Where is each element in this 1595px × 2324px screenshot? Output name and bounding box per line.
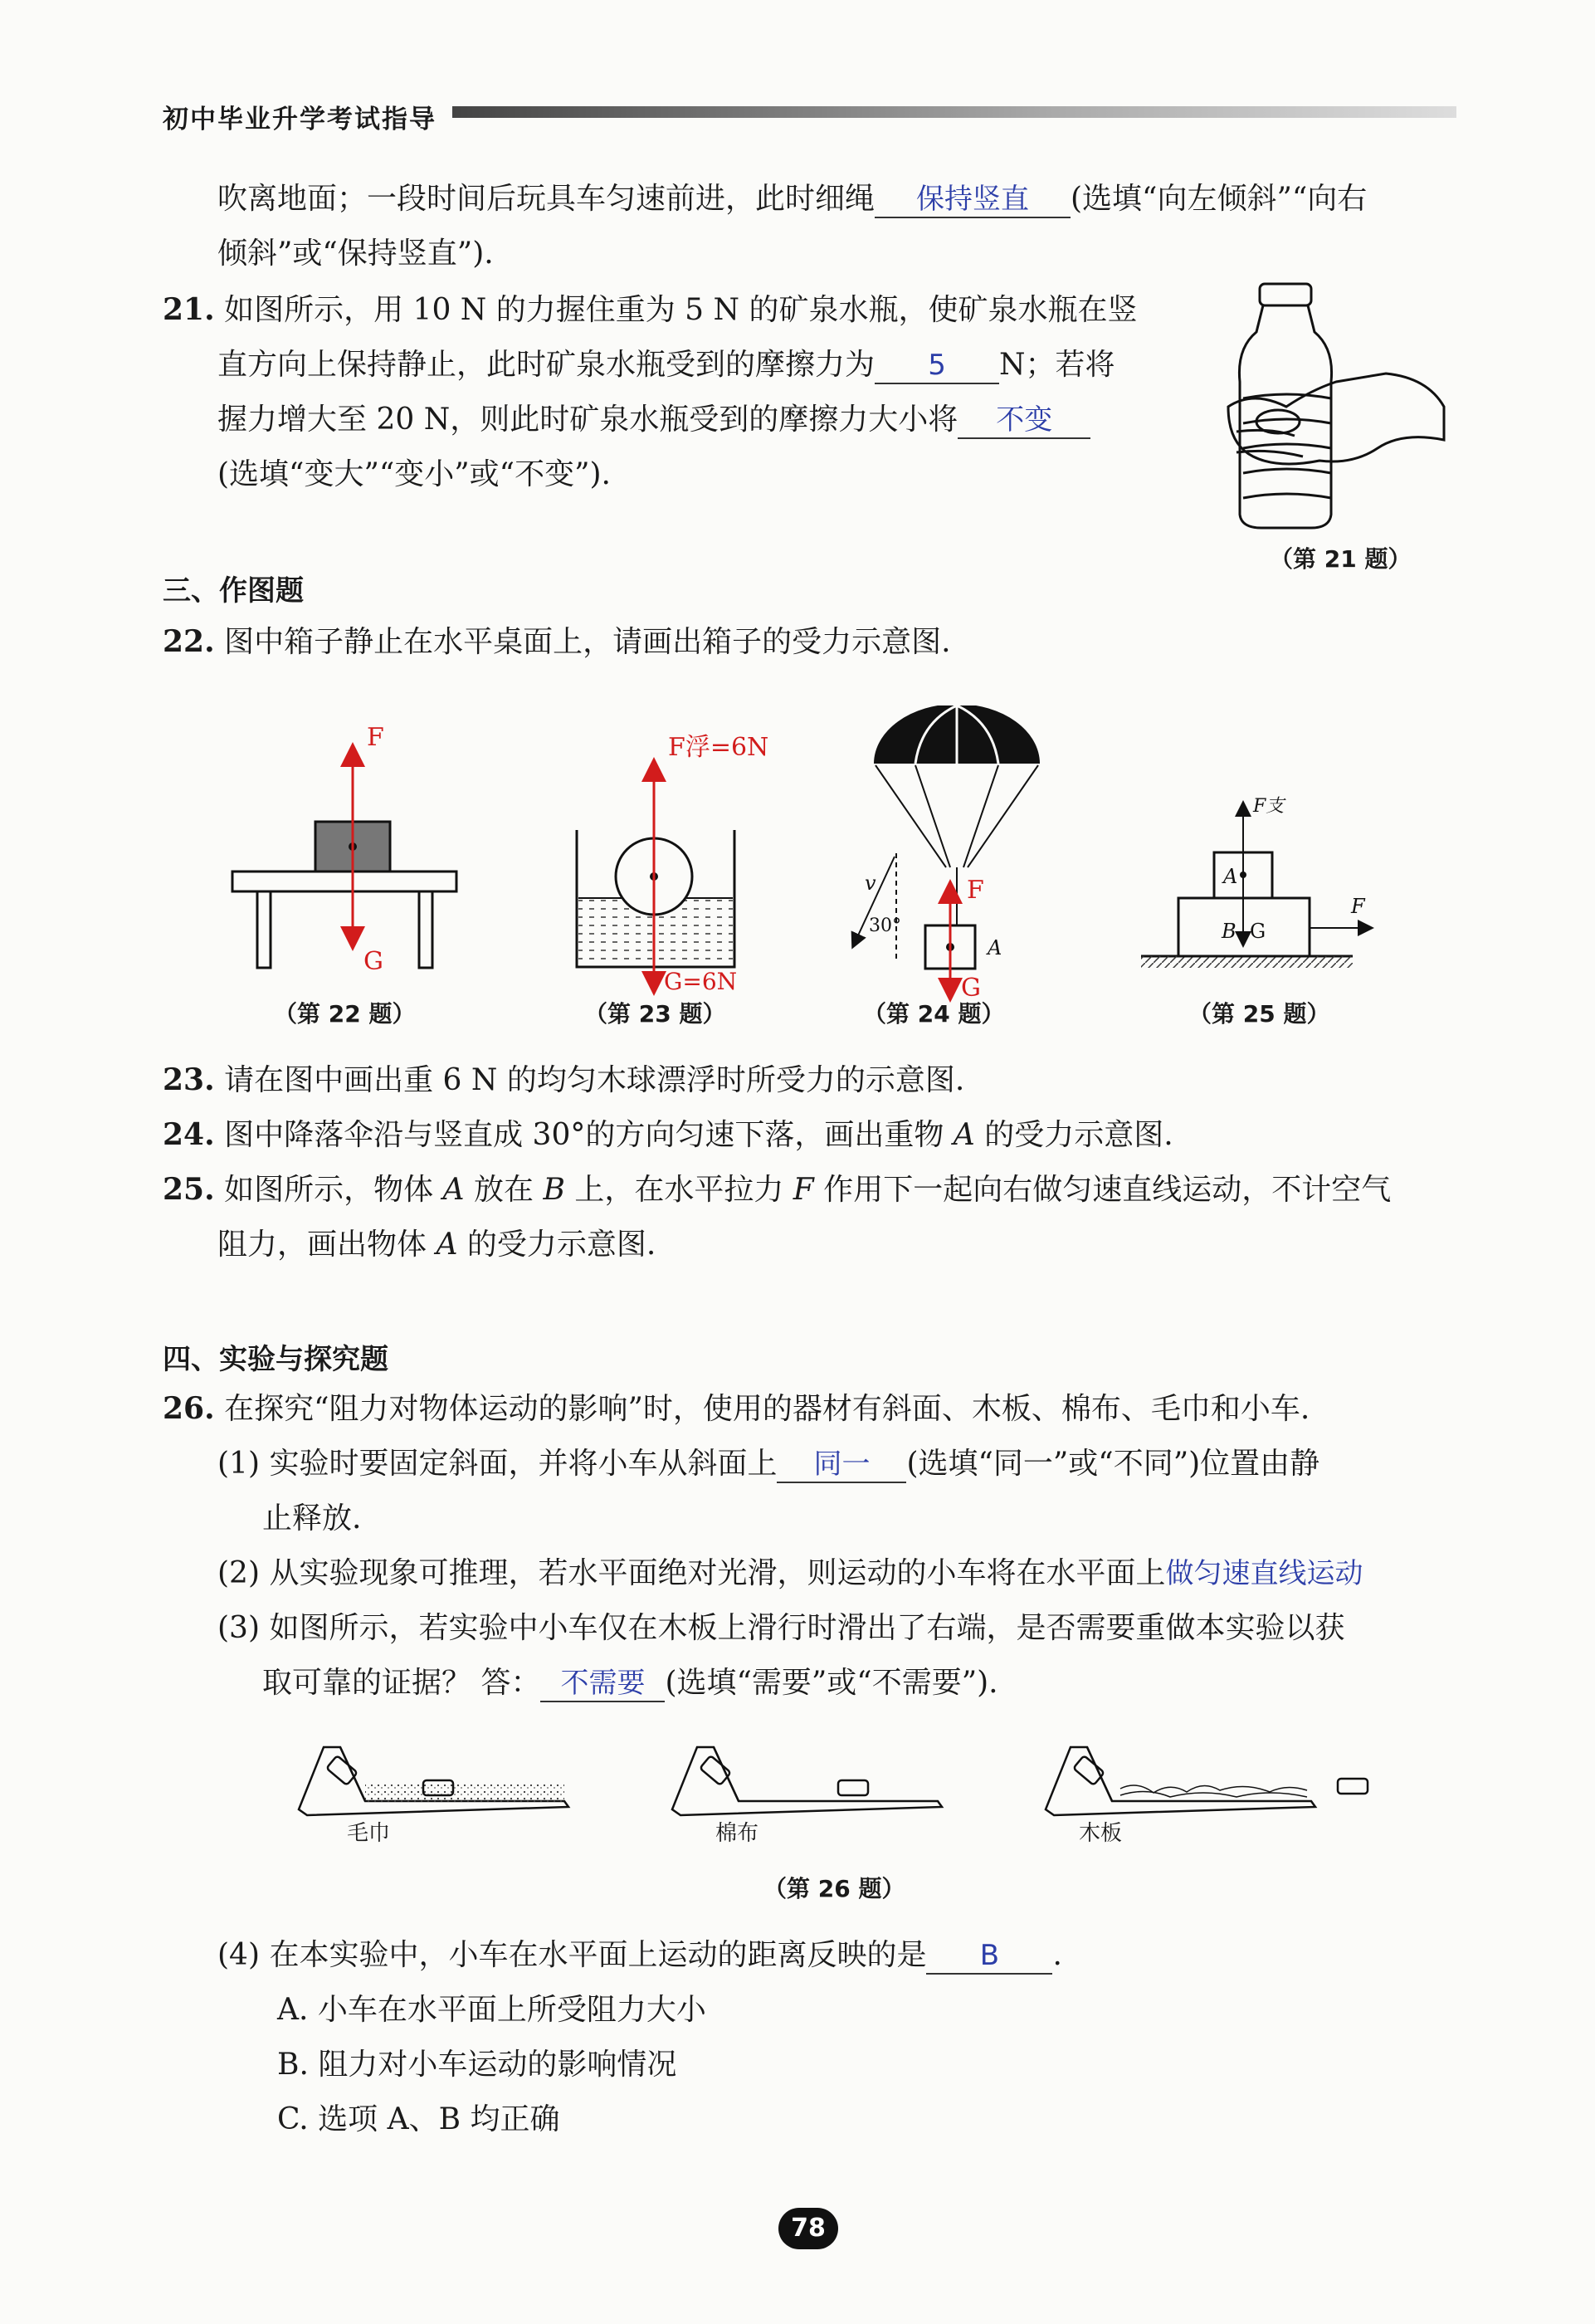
q25-var-b: B: [543, 1173, 565, 1207]
cart-icon: [1073, 1755, 1104, 1785]
q20-text-post: (选填“向左倾斜”“向右: [1071, 182, 1368, 216]
fig24-caption: （第 24 题）: [863, 1000, 1005, 1028]
fig23-label-g: G=6N: [664, 968, 738, 995]
ramp-label-board: 木板: [1079, 1821, 1123, 1846]
fig24: [853, 706, 1040, 1003]
fig25-label-fzhi: F支: [1253, 796, 1285, 817]
ramp-board: [1046, 1747, 1368, 1815]
fig23-caption: （第 23 题）: [584, 1000, 726, 1028]
fig25-caption: （第 25 题）: [1188, 1000, 1330, 1028]
q26-p1-post: (选填“同一”或“不同”)位置由静: [906, 1447, 1320, 1481]
q26-intro: [163, 1391, 1310, 1427]
fig25: [1141, 796, 1371, 968]
q26-p4: [217, 1937, 1062, 1975]
fig23: [577, 733, 768, 995]
q26-fig-caption: （第 26 题）: [763, 1875, 905, 1902]
fig22-label-f: F: [367, 723, 384, 752]
fig22: [232, 723, 456, 976]
q25-var-f: F: [793, 1173, 814, 1207]
fig23-label-f: F浮=6N: [668, 733, 769, 762]
q26-p3-pre: 取可靠的证据？ 答：: [262, 1666, 541, 1700]
q24-text-pre: 图中降落伞沿与竖直成 30°的方向匀速下落，画出重物: [224, 1118, 954, 1152]
header-title: 初中毕业升学考试指导: [163, 105, 437, 134]
fig22-caption: （第 22 题）: [274, 1000, 416, 1028]
q26-option-c: C. 选项 A、B 均正确: [277, 2102, 560, 2136]
q20-text-pre: 吹离地面；一段时间后玩具车匀速前进，此时细绳: [217, 182, 876, 216]
q26-intro-text: 在探究“阻力对物体运动的影响”时，使用的器材有斜面、木板、棉布、毛巾和小车.: [224, 1392, 1310, 1426]
q22-number: 22.: [163, 624, 215, 659]
q26-option-b: B. 阻力对小车运动的影响情况: [277, 2048, 677, 2082]
page-number: 78: [778, 2208, 838, 2249]
q26-option-a: A. 小车在水平面上所受阻力大小: [277, 1993, 706, 2027]
q26-p1-answer: 同一: [777, 1448, 906, 1483]
header-divider: [452, 106, 1456, 118]
q21-answer2: 不变: [958, 403, 1090, 439]
ramp-label-towel: 毛巾: [347, 1821, 391, 1846]
q22-line: [163, 624, 951, 660]
q26-p3-line1: (3) 如图所示，若实验中小车仅在木板上滑行时滑出了右端，是否需要重做本实验以获: [217, 1611, 1345, 1645]
fig24-label-a: A: [988, 936, 1002, 959]
fig24-label-v: v: [865, 872, 876, 895]
q25-line2: [217, 1227, 656, 1262]
cart-icon: [1338, 1779, 1368, 1794]
q20-line2: 倾斜”或“保持竖直”).: [217, 237, 494, 271]
q23-number: 23.: [163, 1062, 215, 1097]
fig25-label-b: B: [1222, 920, 1236, 943]
ramp-towel: [299, 1747, 568, 1815]
q21-number: 21.: [163, 292, 215, 327]
q26-ramps-figure: [290, 1731, 1394, 1847]
q21-text2-post: N；若将: [999, 348, 1115, 382]
fig22-label-g: G: [363, 947, 383, 976]
section3-title: 三、作图题: [163, 574, 304, 608]
figures-row: [216, 706, 1378, 1004]
q21-line3: [217, 402, 1090, 439]
q20-answer: 保持竖直: [875, 183, 1071, 218]
q21-line4: (选填“变大”“变小”或“不变”).: [217, 457, 611, 491]
ramp-cotton: [672, 1747, 942, 1815]
q26-p1-pre: (1) 实验时要固定斜面，并将小车从斜面上: [217, 1447, 778, 1481]
q25-t6: 的受力示意图.: [457, 1228, 656, 1262]
q21-caption: （第 21 题）: [1270, 545, 1412, 573]
q26-p2-pre: (2) 从实验现象可推理，若水平面绝对光滑，则运动的小车将在水平面上: [217, 1556, 1166, 1590]
q25-t1: 如图所示，物体: [224, 1173, 443, 1207]
fig25-label-g: G: [1250, 920, 1266, 943]
q21-text3-pre: 握力增大至 20 N，则此时矿泉水瓶受到的摩擦力大小将: [217, 403, 958, 437]
q21-text2-pre: 直方向上保持静止，此时矿泉水瓶受到的摩擦力为: [217, 348, 876, 382]
ramp-label-cotton: 棉布: [715, 1821, 759, 1846]
q24-text-post: 的受力示意图.: [974, 1118, 1173, 1152]
q26-p3-post: (选填“需要”或“不需要”).: [665, 1666, 998, 1700]
fig24-label-g: G: [961, 974, 981, 1003]
cart-icon: [700, 1755, 730, 1785]
q26-p4-answer: B: [926, 1939, 1052, 1975]
q26-number: 26.: [163, 1391, 215, 1426]
fig22-tabletop: [232, 872, 456, 891]
q24-var-a: A: [953, 1118, 975, 1152]
q25-var-a: A: [442, 1173, 465, 1207]
q25-t4: 作用下一起向右做匀速直线运动，不计空气: [813, 1173, 1392, 1207]
q26-p2-answer: 做匀速直线运动: [1165, 1557, 1363, 1590]
cart-icon: [326, 1755, 357, 1785]
q23-line: [163, 1062, 964, 1098]
q22-text: 图中箱子静止在水平桌面上，请画出箱子的受力示意图.: [224, 625, 951, 659]
q25-var-a2: A: [436, 1228, 458, 1262]
q26-p4-pre: (4) 在本实验中，小车在水平面上运动的距离反映的是: [217, 1938, 927, 1972]
q25-t2: 放在: [464, 1173, 544, 1207]
fig25-label-a: A: [1223, 865, 1238, 888]
q26-p1-line2: 止释放.: [262, 1501, 362, 1536]
q24-line: [163, 1117, 1173, 1153]
q25-line1: [163, 1172, 1391, 1208]
q21-bottle-figure: [1220, 282, 1452, 531]
q25-number: 25.: [163, 1172, 215, 1207]
q26-p2: [217, 1555, 1363, 1591]
cart-icon: [838, 1780, 868, 1795]
fig24-label-angle: 30°: [869, 915, 901, 936]
fig25-label-f: F: [1351, 895, 1365, 918]
q21-text1: 如图所示，用 10 N 的力握住重为 5 N 的矿泉水瓶，使矿泉水瓶在竖: [224, 293, 1138, 327]
q26-p1: [217, 1446, 1319, 1483]
q20-line1: [217, 181, 1367, 218]
q26-p4-post: .: [1052, 1938, 1062, 1972]
q26-p3-answer: 不需要: [540, 1667, 665, 1702]
q24-number: 24.: [163, 1117, 215, 1152]
fig24-label-f: F: [967, 876, 984, 905]
q26-p3-line2: [262, 1665, 998, 1702]
bottle-cap: [1260, 284, 1311, 305]
q25-t3: 上，在水平拉力: [564, 1173, 793, 1207]
q21-answer1: 5: [875, 349, 999, 384]
q21-line2: [217, 347, 1115, 384]
q25-t5: 阻力，画出物体: [217, 1228, 437, 1262]
q23-text: 请在图中画出重 6 N 的均匀木球漂浮时所受力的示意图.: [224, 1063, 965, 1097]
section4-title: 四、实验与探究题: [163, 1343, 388, 1376]
q21-line1: [163, 292, 1137, 328]
